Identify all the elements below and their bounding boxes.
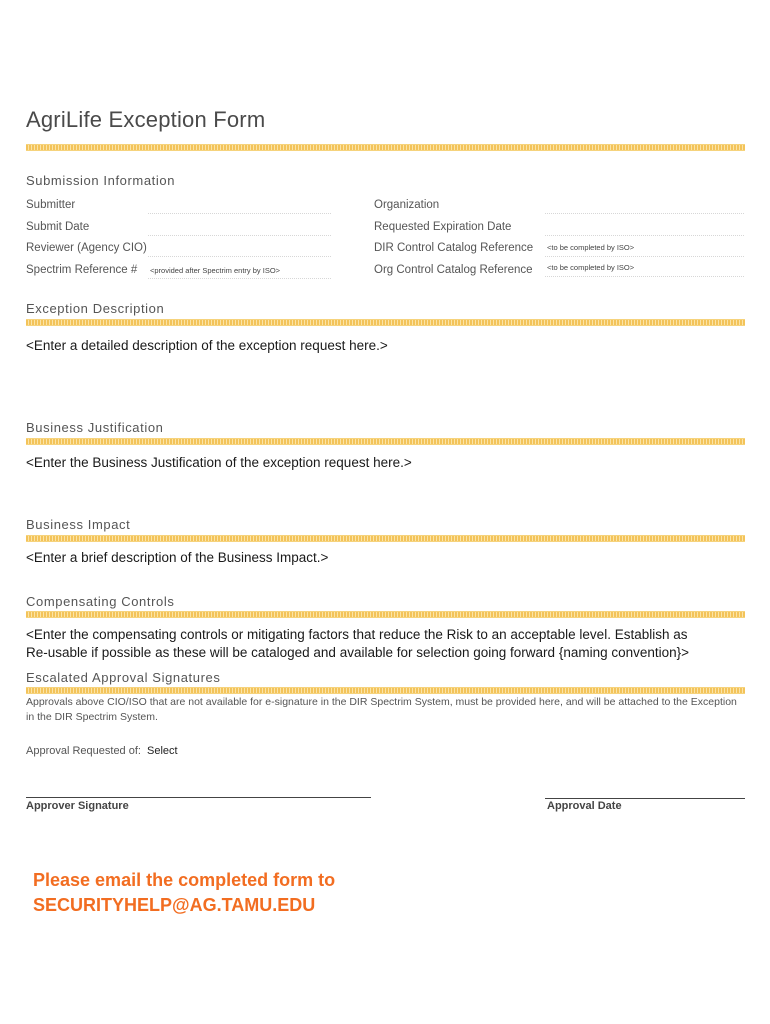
org-catalog-value: <to be completed by ISO> — [547, 263, 635, 272]
submission-heading: Submission Information — [26, 173, 176, 188]
org-catalog-label: Org Control Catalog Reference — [374, 264, 533, 276]
approval-requested-select[interactable]: Select — [147, 745, 178, 757]
approver-signature-label: Approver Signature — [26, 800, 129, 812]
footer-line-1: Please email the completed form to — [33, 870, 336, 890]
justification-text[interactable]: <Enter the Business Justification of the exception request here.> — [26, 455, 412, 470]
exception-text[interactable]: <Enter a detailed description of the exception request here.> — [26, 338, 388, 353]
org-catalog-field[interactable] — [545, 262, 744, 277]
approvals-note: Approvals above CIO/ISO that are not available for e-signature in the DIR Spectrim System, must be provided here, and will be attached to the Exception in the DIR Spectrim System. — [26, 696, 737, 723]
controls-text-line-1: <Enter the compensating controls or mitigating factors that reduce the Risk to an acceptable level. Establish as — [26, 627, 688, 642]
controls-rule — [26, 611, 745, 618]
exception-rule — [26, 319, 745, 326]
approval-requested-row — [26, 745, 178, 757]
footer-email: SECURITYHELP@AG.TAMU.EDU — [33, 895, 316, 915]
submitter-label: Submitter — [26, 199, 76, 211]
approvals-rule — [26, 687, 745, 694]
requested-expiration-field[interactable] — [545, 221, 744, 236]
approver-signature-line[interactable] — [26, 797, 371, 798]
dir-catalog-label: DIR Control Catalog Reference — [374, 242, 534, 254]
controls-heading: Compensating Controls — [26, 594, 175, 609]
reviewer-field[interactable] — [148, 242, 331, 257]
title-rule — [26, 144, 745, 151]
approval-requested-label: Approval Requested of: — [26, 745, 141, 757]
exception-heading: Exception Description — [26, 301, 165, 316]
spectrim-ref-field[interactable] — [148, 264, 331, 279]
spectrim-ref-label: Spectrim Reference # — [26, 264, 138, 276]
impact-heading: Business Impact — [26, 517, 131, 532]
footer-instructions — [33, 868, 335, 918]
approval-date-line[interactable] — [545, 798, 745, 799]
impact-text[interactable]: <Enter a brief description of the Business Impact.> — [26, 550, 329, 565]
reviewer-label: Reviewer (Agency CIO) — [26, 242, 147, 254]
form-title: AgriLife Exception Form — [26, 107, 266, 132]
controls-text-line-2: Re-usable if possible as these will be cataloged and available for selection going forward {naming convention}> — [26, 645, 690, 660]
approvals-heading: Escalated Approval Signatures — [26, 670, 221, 685]
justification-rule — [26, 438, 745, 445]
submitter-field[interactable] — [148, 199, 331, 214]
controls-text[interactable] — [26, 626, 751, 662]
submit-date-label: Submit Date — [26, 221, 90, 233]
requested-expiration-label: Requested Expiration Date — [374, 221, 512, 233]
dir-catalog-value: <to be completed by ISO> — [547, 243, 635, 252]
spectrim-ref-value: <provided after Spectrim entry by ISO> — [150, 266, 281, 275]
justification-heading: Business Justification — [26, 420, 164, 435]
submit-date-field[interactable] — [148, 221, 331, 236]
organization-label: Organization — [374, 199, 440, 211]
organization-field[interactable] — [545, 199, 744, 214]
dir-catalog-field[interactable] — [545, 242, 744, 257]
impact-rule — [26, 535, 745, 542]
approval-date-label: Approval Date — [547, 800, 622, 812]
